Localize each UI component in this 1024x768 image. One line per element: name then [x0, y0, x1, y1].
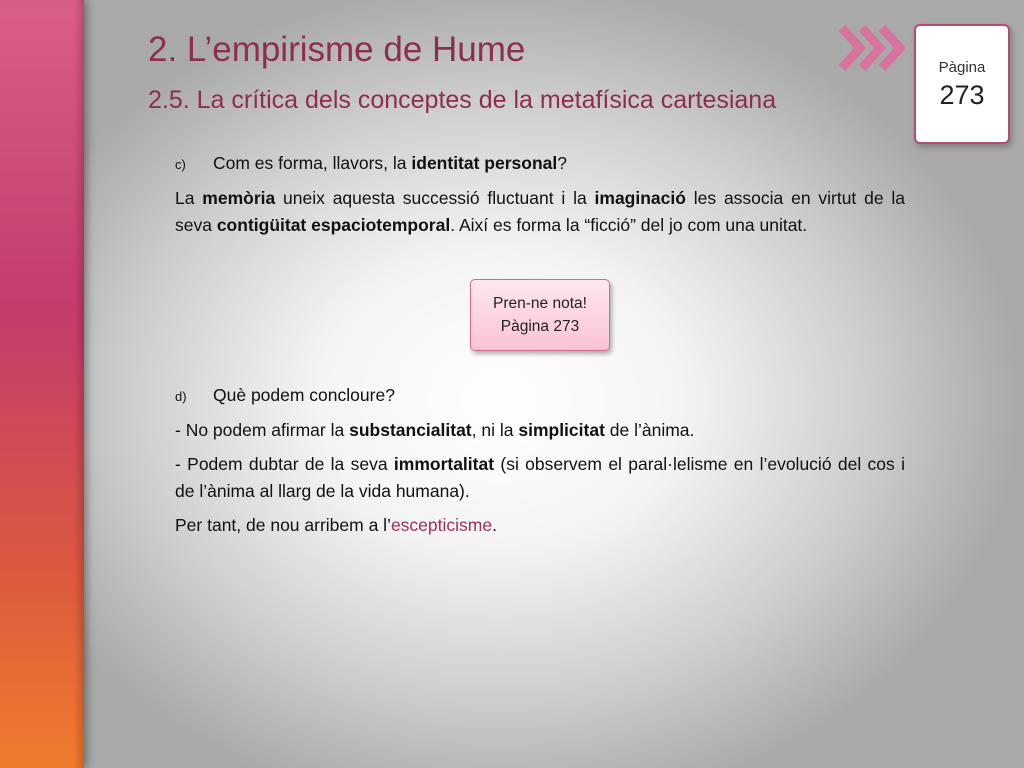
conclusion — [175, 512, 905, 539]
take-note-callout — [470, 279, 610, 351]
page-reference-label: Pàgina — [938, 59, 986, 76]
bold-term: simplicitat — [518, 420, 605, 440]
note-line-1: Pren-ne nota! — [493, 295, 587, 312]
list-marker: c) — [175, 157, 186, 172]
bold-term: identitat personal — [411, 153, 558, 173]
page-reference-number: 273 — [939, 80, 985, 110]
paragraph-c — [175, 185, 905, 239]
bold-term: imaginació — [594, 188, 686, 208]
bold-term: substancialitat — [349, 420, 472, 440]
question-d — [175, 382, 905, 410]
section-d — [175, 382, 905, 546]
text-run: La — [175, 188, 203, 208]
text-run: . — [492, 515, 497, 535]
page-subtitle: 2.5. La crítica dels conceptes de la metafísica cartesiana — [148, 86, 777, 114]
text-run: (si observem el paral·lelisme en l’evolució del cos i de l’ànima al llarg de la vida humana). — [175, 454, 905, 501]
text-run: de l’ànima. — [604, 420, 695, 440]
point-1 — [175, 417, 905, 444]
accent-term: escepticisme — [390, 515, 493, 535]
text-run: . Així es forma la “ficció” del jo com una unitat. — [450, 215, 808, 235]
text-run: - No podem afirmar la — [175, 420, 350, 440]
text-run: les associa en virtut de la seva — [175, 188, 905, 235]
text-run: - Podem dubtar de la seva — [175, 454, 394, 474]
bold-term: contigüitat espaciotemporal — [216, 215, 451, 235]
text-run: Per tant, de nou arribem a l’ — [175, 515, 391, 535]
page-title: 2. L’empirisme de Hume — [148, 30, 526, 69]
point-2 — [175, 451, 905, 505]
section-c — [175, 150, 905, 246]
chevrons-right-icon — [836, 22, 916, 74]
text-run: Què podem concloure? — [213, 385, 395, 405]
text-run: Com es forma, llavors, la — [213, 153, 412, 173]
note-line-2: Pàgina 273 — [500, 318, 580, 335]
page-reference-box — [914, 24, 1010, 144]
text-run: , ni la — [471, 420, 519, 440]
list-marker: d) — [175, 389, 187, 404]
bold-term: immortalitat — [393, 454, 495, 474]
text-run: ? — [557, 153, 567, 173]
text-run: uneix aquesta successió fluctuant i la — [275, 188, 595, 208]
decorative-sidebar — [0, 0, 84, 768]
bold-term: memòria — [202, 188, 276, 208]
question-c — [175, 150, 905, 178]
